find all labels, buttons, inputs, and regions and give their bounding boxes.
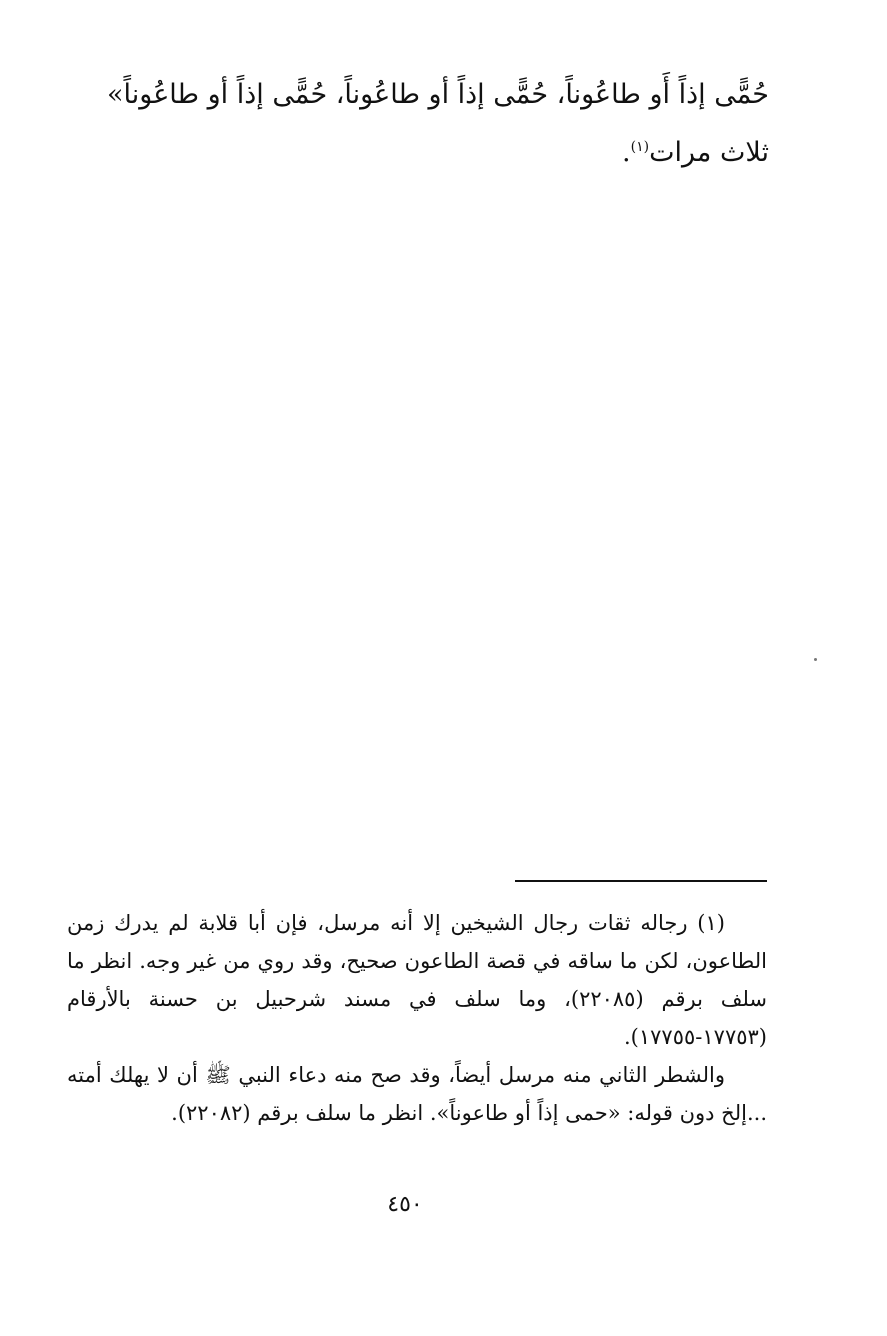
footnote-separator-rule <box>515 880 767 882</box>
main-text-line-2-period: . <box>622 137 631 168</box>
main-text-line-2 <box>69 124 769 182</box>
main-text-line-1: حُمًّى إذاً أَو طاعُوناً، حُمًّى إذاً أو طاعُوناً، حُمًّى إذاً أو طاعُوناً» <box>106 79 769 110</box>
main-text-line-2-words: ثلاث مرات <box>649 137 769 168</box>
main-text-block <box>69 66 769 182</box>
footnote-reference[interactable]: (١) <box>630 139 650 155</box>
footnote-1-paragraph-2: والشطر الثاني منه مرسل أيضاً، وقد صح منه دعاء النبي ﷺ أن لا يهلك أمته ...إلخ دون قوله: «حمى إذاً أو طاعوناً». انظر ما سلف برقم (٢٢٠٨٢). <box>67 1063 767 1125</box>
page-number: ٤٥٠ <box>387 1192 423 1217</box>
footnote-1-paragraph-1: (١) رجاله ثقات رجال الشيخين إلا أنه مرسل، فإن أبا قلابة لم يدرك زمن الطاعون، لكن ما ساقه في قصة الطاعون صحيح، وقد روي من غير وجه. انظر ما سلف برقم (٢٢٠٨٥)، وما سلف في مسند شرحبيل بن حسنة بالأرقام (١٧٧٥٣-١٧٧٥٥). <box>67 911 768 1049</box>
footnotes-block <box>67 904 767 1132</box>
scan-speck <box>814 658 817 661</box>
